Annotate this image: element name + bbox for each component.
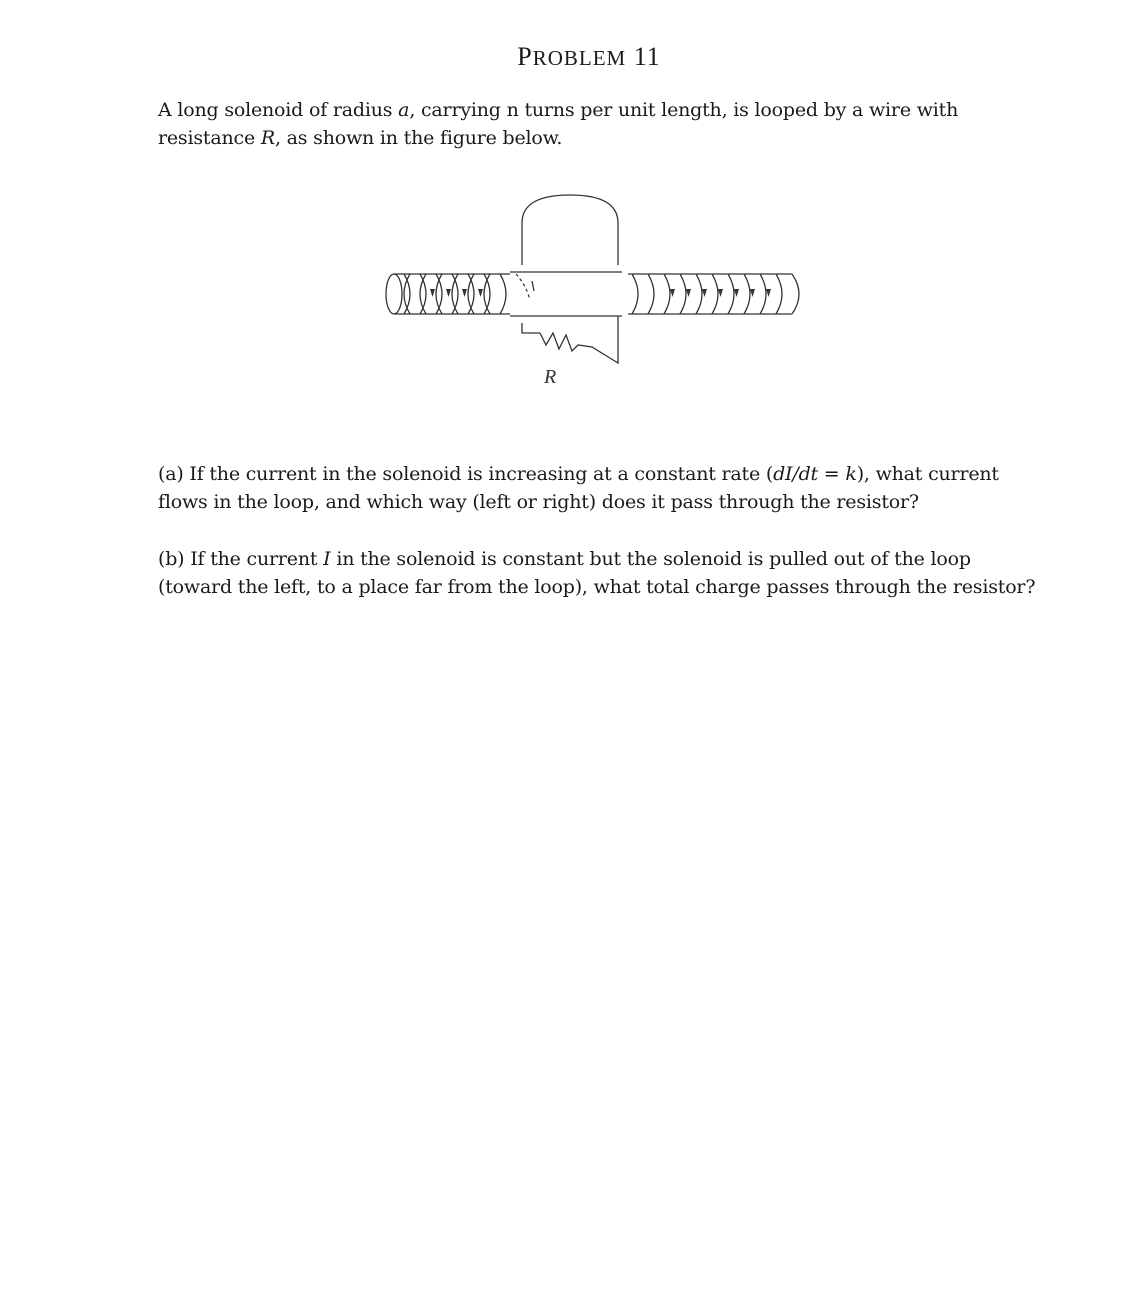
part-b-question [158,545,1038,601]
variable-I: I [323,548,331,570]
solenoid-left-end [386,274,402,314]
current-arrows [430,289,771,297]
statement-text-2: , carrying n turns per unit length, is looped by a wire with resistance [158,99,959,149]
resistor-label: R [544,366,557,388]
statement-text-3: , as shown in the figure below. [274,127,563,149]
loop-wire-top [522,195,618,265]
loop-wire-bottom [522,323,540,333]
hidden-coil [516,274,530,300]
variable-R: R [260,127,275,149]
part-a-question [158,460,1038,516]
rate-formula: dI/dt = k [773,463,857,485]
title-rest: ROBLEM [532,46,627,70]
problem-title [0,42,1131,72]
resistor-zigzag [540,316,618,363]
statement-text-1: A long solenoid of radius [158,99,399,121]
solenoid-diagram [360,185,820,395]
part-a-text-2: ), what current flows in the loop, and which way (left or right) does it pass through the resistor? [158,463,999,513]
title-first-letter: P [517,42,533,71]
solenoid-right-end [792,274,799,314]
part-b-text-2: in the solenoid is constant but the solenoid is pulled out of the loop (toward the left, to a place far from the loop), what total charge passes through the resistor? [158,548,1036,598]
part-a-text-1: (a) If the current in the solenoid is increasing at a constant rate ( [158,463,774,485]
variable-a: a [398,99,410,121]
solenoid-figure [360,185,820,395]
problem-statement [158,96,1038,152]
right-coils-outline [628,274,792,314]
problem-number: 11 [633,42,661,71]
part-b-text-1: (b) If the current [158,548,324,570]
